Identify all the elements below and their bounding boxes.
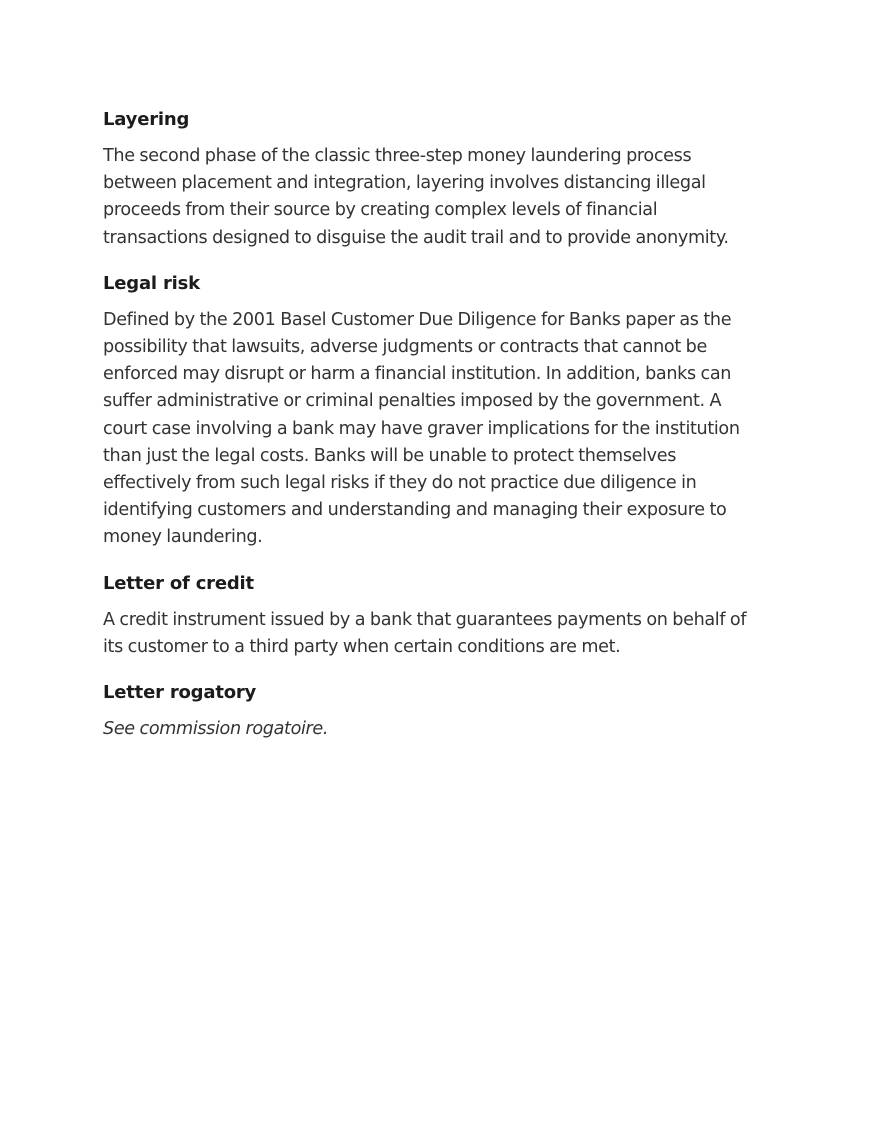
glossary-entry-legal-risk bbox=[103, 272, 763, 552]
term-definition: The second phase of the classic three-step money laundering process between placement and integration, layering involves distancing illegal proceeds from their source by creating complex levels of financial transactions designed to disguise the audit trail and to provide anonymity. bbox=[103, 146, 729, 248]
term-heading: Layering bbox=[103, 109, 190, 130]
glossary-entry-layering bbox=[103, 108, 763, 252]
term-definition: A credit instrument issued by a bank that guarantees payments on behalf of its customer to a third party when certain conditions are met. bbox=[103, 609, 747, 657]
glossary-entry-letter-rogatory bbox=[103, 681, 763, 743]
term-heading: Letter of credit bbox=[103, 572, 254, 594]
term-definition: Defined by the 2001 Basel Customer Due Diligence for Banks paper as the possibility that lawsuits, adverse judgments or contracts that cannot be enforced may disrupt or harm a financial institution. In addition, banks can suffer administrative or criminal penalties imposed by the government. A court case involving a bank may have graver implications for the institution than just the legal costs. Banks will be unable to protect themselves effectively from such legal risks if they do not practice due diligence in identifying customers and understanding and managing their exposure to money laundering. bbox=[103, 309, 740, 548]
glossary-entry-letter-of-credit bbox=[103, 572, 763, 661]
cross-reference: See commission rogatoire. bbox=[103, 719, 329, 740]
term-heading: Letter rogatory bbox=[103, 682, 257, 704]
glossary-page bbox=[103, 108, 763, 763]
term-heading: Legal risk bbox=[103, 272, 200, 294]
